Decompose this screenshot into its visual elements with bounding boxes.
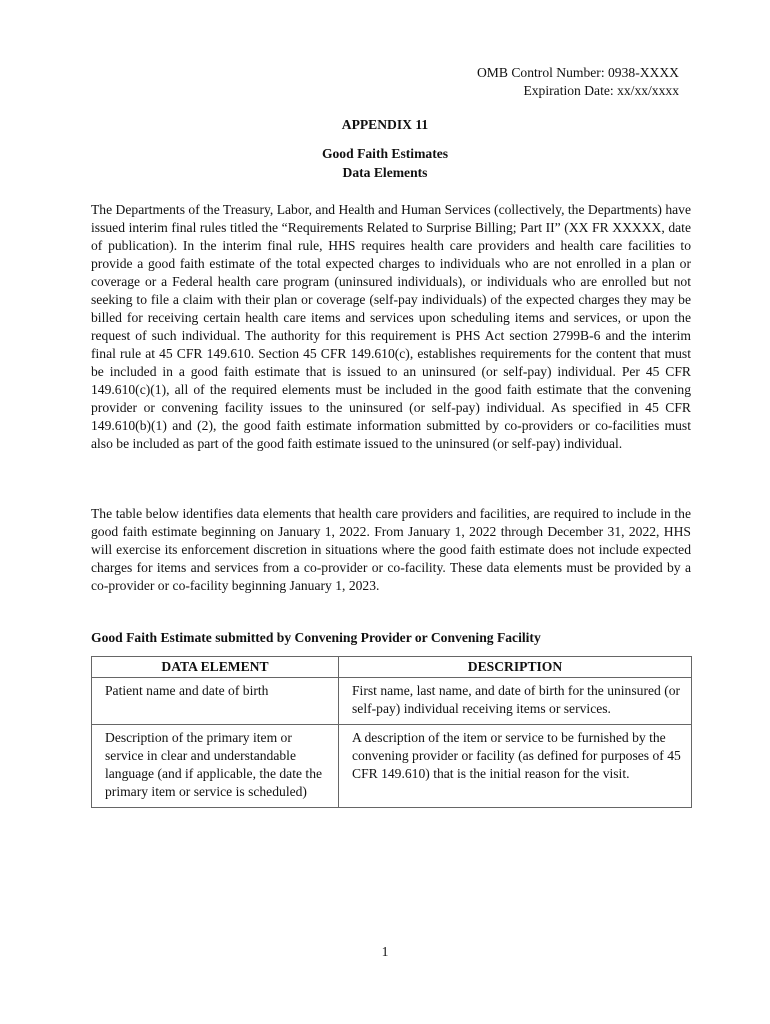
page-number: 1 bbox=[381, 944, 389, 959]
table-header-row bbox=[92, 657, 692, 678]
omb-header bbox=[477, 64, 679, 100]
column-header-description: DESCRIPTION bbox=[339, 657, 692, 678]
description-cell: A description of the item or service to be furnished by the convening provider or facility (as defined for purposes of 45 CFR 149.610) that is the initial reason for the visit. bbox=[339, 725, 692, 808]
data-element-cell: Description of the primary item or service in clear and understandable language (and if applicable, the date the primary item or service is scheduled) bbox=[92, 725, 339, 808]
omb-control-number: OMB Control Number: 0938-XXXX bbox=[476, 65, 679, 80]
description-cell: First name, last name, and date of birth for the uninsured (or self-pay) individual receiving items or services. bbox=[339, 678, 692, 725]
column-header-data-element: DATA ELEMENT bbox=[92, 657, 339, 678]
table-title: Good Faith Estimate submitted by Convening Provider or Convening Facility bbox=[91, 630, 541, 645]
table-intro-paragraph: The table below identifies data elements that health care providers and facilities, are required to include in the good faith estimate beginning on January 1, 2022. From January 1, 2022 through December 31, 2022, HHS will exercise its enforcement discretion in situations where the good faith estimate does not include expected charges for items and services from a co-provider or co-facility. These data elements must be provided by a co-provider or co-facility beginning January 1, 2023. bbox=[91, 506, 691, 593]
table-row bbox=[92, 725, 692, 808]
appendix-label: APPENDIX 11 bbox=[341, 117, 429, 132]
intro-paragraph: The Departments of the Treasury, Labor, and Health and Human Services (collectively, the Departments) have issued interim final rules titled the “Requirements Related to Surprise Billing; Part II” (XX FR XXXXX, date of publication). In the interim final rule, HHS requires health care providers and health care facilities to provide a good faith estimate of the total expected charges to individuals who are not enrolled in a plan or coverage or a Federal health care program (uninsured individuals), or individuals who are enrolled but not seeking to file a claim with their plan or coverage (self-pay individuals) of the expected charges they may be billed for receiving certain health care items and services upon scheduling items and services, or upon the request of such individual. The authority for this requirement is PHS Act section 2799B-6 and the interim final rule at 45 CFR 149.610. Section 45 CFR 149.610(c), establishes requirements for the content that must be included in a good faith estimate that is issued to an uninsured (or self-pay) individual. Per 45 CFR 149.610(c)(1), all of the required elements must be included in the good faith estimate that the convening provider or convening facility issues to the uninsured (or self-pay) individual. As specified in 45 CFR 149.610(b)(1) and (2), the good faith estimate information submitted by co-providers or co-facilities must also be included as part of the good faith estimate issued to the uninsured (or self-pay) individual. bbox=[91, 202, 691, 451]
table-row bbox=[92, 678, 692, 725]
expiration-date: Expiration Date: xx/xx/xxxx bbox=[523, 83, 679, 98]
document-title: Good Faith Estimates bbox=[321, 146, 449, 161]
document-subtitle: Data Elements bbox=[342, 165, 428, 180]
data-element-cell: Patient name and date of birth bbox=[92, 678, 339, 725]
data-elements-table bbox=[91, 656, 692, 808]
